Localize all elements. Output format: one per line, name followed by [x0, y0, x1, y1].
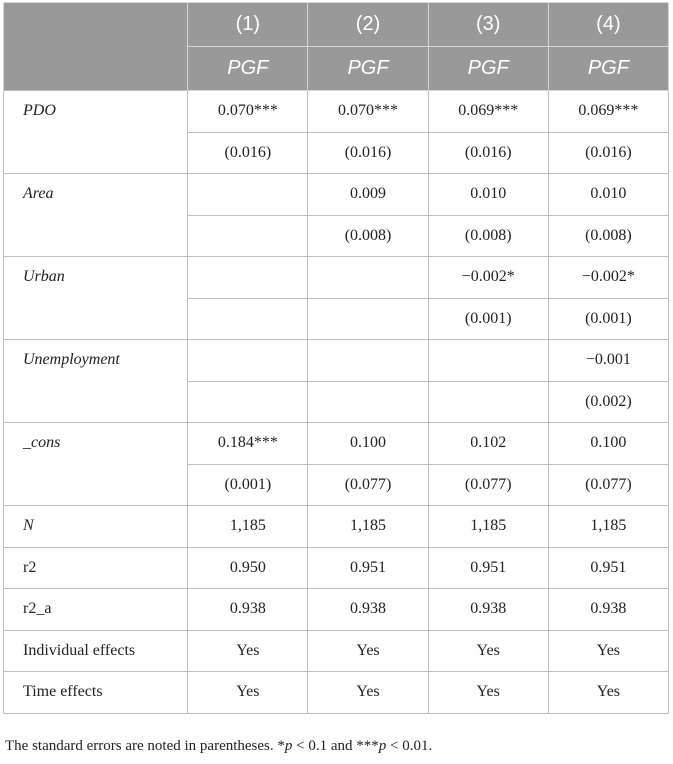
row-label-r2-a: r2_a	[4, 589, 188, 631]
header-column-4: (4)	[548, 3, 668, 47]
footnote-condition-2: < 0.01.	[386, 738, 433, 754]
table-cell: 0.184***	[188, 423, 308, 465]
row-label-n: N	[4, 506, 188, 548]
table-cell: 0.951	[308, 547, 428, 589]
table-cell	[308, 381, 428, 423]
table-cell: (0.001)	[428, 298, 548, 340]
table-cell: 0.010	[548, 174, 668, 216]
table-cell: 0.070***	[188, 91, 308, 133]
table-cell: Yes	[188, 672, 308, 714]
table-cell: (0.001)	[548, 298, 668, 340]
table-cell: 0.069***	[428, 91, 548, 133]
table-cell: (0.077)	[308, 464, 428, 506]
table-cell: 0.951	[428, 547, 548, 589]
table-cell: 0.938	[308, 589, 428, 631]
header-corner-cell	[4, 3, 188, 47]
header-dependent-3: PGF	[428, 47, 548, 91]
footnote-star-3: ***	[356, 738, 379, 754]
table-cell	[188, 257, 308, 299]
table-cell: 0.938	[188, 589, 308, 631]
row-label-pdo: PDO	[4, 91, 188, 174]
table-cell: (0.008)	[428, 215, 548, 257]
table-cell	[188, 340, 308, 382]
row-label-r2: r2	[4, 547, 188, 589]
table-cell: Yes	[188, 630, 308, 672]
table-footnote	[5, 738, 432, 755]
table-cell: 1,185	[188, 506, 308, 548]
table-row-r2	[4, 547, 669, 589]
table-cell: (0.001)	[188, 464, 308, 506]
row-label-area: Area	[4, 174, 188, 257]
table-cell: −0.002*	[428, 257, 548, 299]
table-cell: (0.077)	[548, 464, 668, 506]
table-row-cons-coef	[4, 423, 669, 465]
table-cell: 1,185	[548, 506, 668, 548]
table-cell	[428, 381, 548, 423]
table-cell: 0.009	[308, 174, 428, 216]
table-cell: (0.016)	[188, 132, 308, 174]
table-row-n	[4, 506, 669, 548]
table-cell: Yes	[428, 630, 548, 672]
regression-table-container	[3, 2, 669, 714]
table-cell: −0.002*	[548, 257, 668, 299]
table-cell: Yes	[428, 672, 548, 714]
table-cell: (0.002)	[548, 381, 668, 423]
table-cell: 0.100	[548, 423, 668, 465]
footnote-p-1: p	[284, 738, 293, 754]
table-cell	[188, 174, 308, 216]
table-row-unemployment-coef	[4, 340, 669, 382]
table-cell: (0.016)	[548, 132, 668, 174]
table-cell: 0.100	[308, 423, 428, 465]
table-cell	[308, 257, 428, 299]
header-column-2: (2)	[308, 3, 428, 47]
table-row-area-coef	[4, 174, 669, 216]
row-label-individual-effects: Individual effects	[4, 630, 188, 672]
footnote-p-2: p	[378, 738, 387, 754]
table-cell	[188, 298, 308, 340]
table-cell	[188, 381, 308, 423]
header-dependent-1: PGF	[188, 47, 308, 91]
header-row-dependent	[4, 47, 669, 91]
table-cell	[428, 340, 548, 382]
table-cell: 0.010	[428, 174, 548, 216]
table-cell	[308, 298, 428, 340]
row-label-cons: _cons	[4, 423, 188, 506]
header-column-1: (1)	[188, 3, 308, 47]
header-dependent-4: PGF	[548, 47, 668, 91]
row-label-unemployment: Unemployment	[4, 340, 188, 423]
table-row-pdo-coef	[4, 91, 669, 133]
table-cell: −0.001	[548, 340, 668, 382]
table-row-time-effects	[4, 672, 669, 714]
table-cell: 0.950	[188, 547, 308, 589]
table-cell: (0.016)	[308, 132, 428, 174]
table-cell: 0.938	[428, 589, 548, 631]
row-label-time-effects: Time effects	[4, 672, 188, 714]
table-row-urban-coef	[4, 257, 669, 299]
footnote-star-1: *	[277, 738, 285, 754]
table-cell: 0.069***	[548, 91, 668, 133]
table-cell: (0.077)	[428, 464, 548, 506]
table-cell: Yes	[308, 672, 428, 714]
header-column-3: (3)	[428, 3, 548, 47]
footnote-intro: The standard errors are noted in parentheses.	[5, 738, 278, 754]
table-cell: Yes	[548, 630, 668, 672]
table-cell	[308, 340, 428, 382]
table-cell: 0.938	[548, 589, 668, 631]
header-row-columns	[4, 3, 669, 47]
table-cell: Yes	[308, 630, 428, 672]
regression-table	[3, 2, 669, 714]
table-cell: (0.008)	[548, 215, 668, 257]
table-cell	[188, 215, 308, 257]
table-cell: 1,185	[308, 506, 428, 548]
table-cell: (0.016)	[428, 132, 548, 174]
table-cell: 0.102	[428, 423, 548, 465]
table-row-r2-a	[4, 589, 669, 631]
table-row-individual-effects	[4, 630, 669, 672]
table-cell: 0.951	[548, 547, 668, 589]
table-cell: Yes	[548, 672, 668, 714]
row-label-urban: Urban	[4, 257, 188, 340]
table-cell: 1,185	[428, 506, 548, 548]
footnote-condition-1: < 0.1 and	[292, 738, 357, 754]
table-cell: 0.070***	[308, 91, 428, 133]
header-corner-cell-lower	[4, 47, 188, 91]
header-dependent-2: PGF	[308, 47, 428, 91]
table-cell: (0.008)	[308, 215, 428, 257]
